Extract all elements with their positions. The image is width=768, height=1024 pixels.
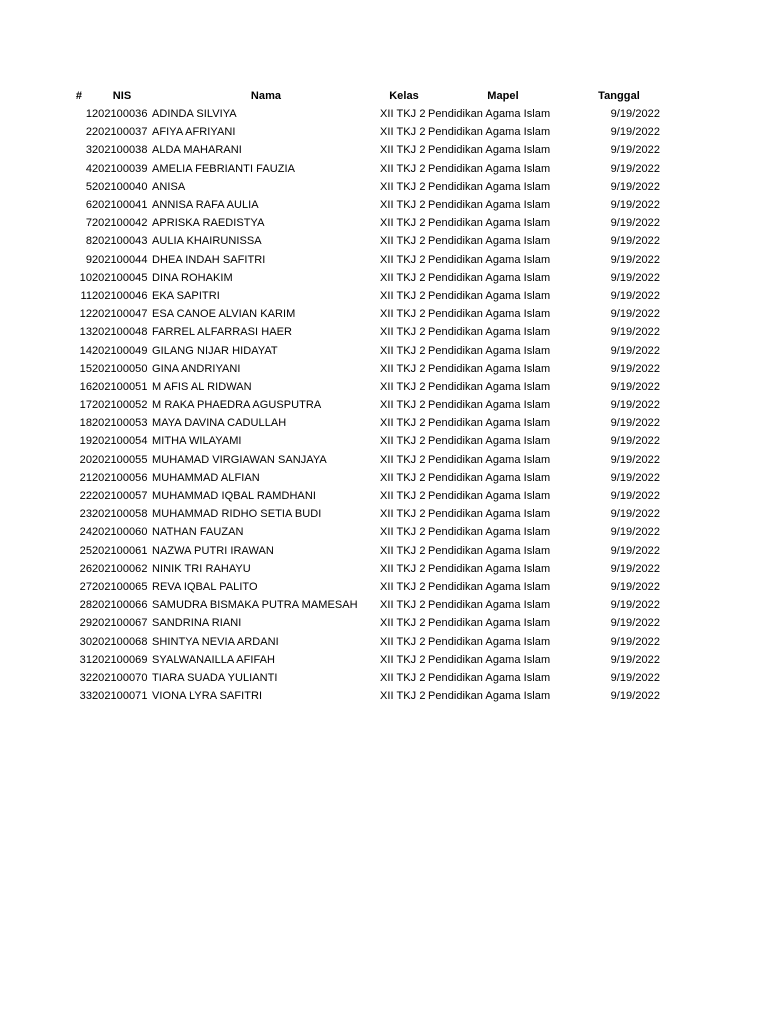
student-nis: 202100068	[92, 635, 148, 648]
class-name: XII TKJ 2	[380, 271, 426, 284]
date-value: 9/19/2022	[610, 326, 660, 339]
student-name: FARREL ALFARRASI HAER	[152, 326, 293, 339]
class-name: XII TKJ 2	[380, 508, 426, 521]
date-value: 9/19/2022	[610, 308, 660, 321]
date-value: 9/19/2022	[610, 162, 660, 175]
student-name: MUHAMMAD RIDHO SETIA BUDI	[152, 508, 322, 521]
student-name: TIARA SUADA YULIANTI	[152, 671, 278, 684]
row-number: 32	[79, 671, 92, 684]
student-name: MUHAMMAD IQBAL RAMDHANI	[152, 490, 316, 503]
student-nis: 202100047	[92, 308, 148, 321]
class-name: XII TKJ 2	[380, 399, 426, 412]
student-nis: 202100065	[92, 580, 148, 593]
class-name: XII TKJ 2	[380, 235, 426, 248]
row-number: 2	[85, 126, 92, 139]
table-row	[66, 651, 660, 669]
table-row	[66, 487, 660, 505]
subject-name: Pendidikan Agama Islam	[428, 490, 551, 503]
date-value: 9/19/2022	[610, 399, 660, 412]
class-name: XII TKJ 2	[380, 544, 426, 557]
student-nis: 202100039	[92, 162, 148, 175]
student-nis: 202100046	[92, 289, 148, 302]
table-row	[66, 578, 660, 596]
table-row	[66, 523, 660, 541]
row-number: 17	[79, 399, 92, 412]
class-name: XII TKJ 2	[380, 162, 426, 175]
row-number: 22	[79, 490, 92, 503]
subject-name: Pendidikan Agama Islam	[428, 453, 551, 466]
class-name: XII TKJ 2	[380, 126, 426, 139]
student-nis: 202100069	[92, 653, 148, 666]
attendance-table	[66, 86, 660, 705]
row-number: 12	[79, 308, 92, 321]
student-name: ADINDA SILVIYA	[152, 108, 237, 121]
date-value: 9/19/2022	[610, 580, 660, 593]
table-row	[66, 632, 660, 650]
table-row	[66, 669, 660, 687]
date-value: 9/19/2022	[610, 490, 660, 503]
row-number: 16	[79, 380, 92, 393]
student-nis: 202100056	[92, 471, 148, 484]
row-number: 29	[79, 617, 92, 630]
table-row	[66, 123, 660, 141]
header-tanggal: Tanggal	[598, 89, 640, 102]
date-value: 9/19/2022	[610, 217, 660, 230]
date-value: 9/19/2022	[610, 671, 660, 684]
subject-name: Pendidikan Agama Islam	[428, 308, 551, 321]
student-nis: 202100049	[92, 344, 148, 357]
student-nis: 202100052	[92, 399, 148, 412]
subject-name: Pendidikan Agama Islam	[428, 580, 551, 593]
class-name: XII TKJ 2	[380, 417, 426, 430]
date-value: 9/19/2022	[610, 235, 660, 248]
student-name: AFIYA AFRIYANI	[152, 126, 236, 139]
table-row	[66, 251, 660, 269]
row-number: 28	[79, 599, 92, 612]
subject-name: Pendidikan Agama Islam	[428, 253, 551, 266]
date-value: 9/19/2022	[610, 253, 660, 266]
header-nama: Nama	[250, 89, 282, 102]
row-number: 1	[85, 108, 92, 121]
row-number: 8	[85, 235, 92, 248]
date-value: 9/19/2022	[610, 599, 660, 612]
student-name: NAZWA PUTRI IRAWAN	[152, 544, 274, 557]
subject-name: Pendidikan Agama Islam	[428, 235, 551, 248]
date-value: 9/19/2022	[610, 108, 660, 121]
student-nis: 202100040	[92, 180, 148, 193]
subject-name: Pendidikan Agama Islam	[428, 344, 551, 357]
table-row	[66, 451, 660, 469]
row-number: 9	[85, 253, 92, 266]
date-value: 9/19/2022	[610, 144, 660, 157]
row-number: 31	[79, 653, 92, 666]
table-row	[66, 214, 660, 232]
class-name: XII TKJ 2	[380, 562, 426, 575]
row-number: 3	[85, 144, 92, 157]
subject-name: Pendidikan Agama Islam	[428, 199, 551, 212]
date-value: 9/19/2022	[610, 653, 660, 666]
class-name: XII TKJ 2	[380, 653, 426, 666]
row-number: 10	[79, 271, 92, 284]
student-nis: 202100071	[92, 690, 148, 703]
row-number: 26	[79, 562, 92, 575]
student-name: VIONA LYRA SAFITRI	[152, 690, 263, 703]
table-row	[66, 432, 660, 450]
subject-name: Pendidikan Agama Islam	[428, 617, 551, 630]
student-name: ANNISA RAFA AULIA	[152, 199, 259, 212]
table-row	[66, 160, 660, 178]
date-value: 9/19/2022	[610, 362, 660, 375]
student-nis: 202100060	[92, 526, 148, 539]
table-row	[66, 505, 660, 523]
subject-name: Pendidikan Agama Islam	[428, 471, 551, 484]
row-number: 14	[79, 344, 92, 357]
student-nis: 202100041	[92, 199, 148, 212]
subject-name: Pendidikan Agama Islam	[428, 635, 551, 648]
date-value: 9/19/2022	[610, 435, 660, 448]
subject-name: Pendidikan Agama Islam	[428, 217, 551, 230]
table-row	[66, 232, 660, 250]
row-number: 15	[79, 362, 92, 375]
class-name: XII TKJ 2	[380, 690, 426, 703]
table-row	[66, 396, 660, 414]
table-row	[66, 141, 660, 159]
student-name: SHINTYA NEVIA ARDANI	[152, 635, 279, 648]
table-row	[66, 378, 660, 396]
class-name: XII TKJ 2	[380, 199, 426, 212]
class-name: XII TKJ 2	[380, 671, 426, 684]
row-number: 19	[79, 435, 92, 448]
table-row	[66, 469, 660, 487]
row-number: 25	[79, 544, 92, 557]
date-value: 9/19/2022	[610, 508, 660, 521]
subject-name: Pendidikan Agama Islam	[428, 690, 551, 703]
date-value: 9/19/2022	[610, 453, 660, 466]
subject-name: Pendidikan Agama Islam	[428, 599, 551, 612]
class-name: XII TKJ 2	[380, 108, 426, 121]
class-name: XII TKJ 2	[380, 471, 426, 484]
class-name: XII TKJ 2	[380, 289, 426, 302]
header-number: #	[75, 89, 83, 102]
row-number: 13	[79, 326, 92, 339]
student-nis: 202100048	[92, 326, 148, 339]
student-name: ALDA MAHARANI	[152, 144, 242, 157]
subject-name: Pendidikan Agama Islam	[428, 380, 551, 393]
student-nis: 202100066	[92, 599, 148, 612]
student-name: DHEA INDAH SAFITRI	[152, 253, 266, 266]
table-row	[66, 596, 660, 614]
row-number: 18	[79, 417, 92, 430]
student-nis: 202100057	[92, 490, 148, 503]
table-row	[66, 323, 660, 341]
student-nis: 202100037	[92, 126, 148, 139]
student-name: ANISA	[152, 180, 186, 193]
subject-name: Pendidikan Agama Islam	[428, 526, 551, 539]
row-number: 11	[80, 289, 92, 302]
date-value: 9/19/2022	[610, 562, 660, 575]
student-name: MUHAMMAD ALFIAN	[152, 471, 260, 484]
student-nis: 202100043	[92, 235, 148, 248]
student-name: AULIA KHAIRUNISSA	[152, 235, 262, 248]
date-value: 9/19/2022	[610, 471, 660, 484]
date-value: 9/19/2022	[610, 126, 660, 139]
class-name: XII TKJ 2	[380, 617, 426, 630]
student-nis: 202100055	[92, 453, 148, 466]
row-number: 4	[85, 162, 92, 175]
student-nis: 202100036	[92, 108, 148, 121]
header-mapel: Mapel	[487, 89, 519, 102]
header-nis: NIS	[112, 89, 132, 102]
class-name: XII TKJ 2	[380, 217, 426, 230]
subject-name: Pendidikan Agama Islam	[428, 399, 551, 412]
date-value: 9/19/2022	[610, 617, 660, 630]
table-row	[66, 687, 660, 705]
student-name: NINIK TRI RAHAYU	[152, 562, 251, 575]
row-number: 24	[79, 526, 92, 539]
student-nis: 202100054	[92, 435, 148, 448]
table-row	[66, 560, 660, 578]
student-name: MUHAMAD VIRGIAWAN SANJAYA	[152, 453, 327, 466]
class-name: XII TKJ 2	[380, 453, 426, 466]
table-row	[66, 341, 660, 359]
student-name: MITHA WILAYAMI	[152, 435, 242, 448]
date-value: 9/19/2022	[610, 180, 660, 193]
table-row	[66, 305, 660, 323]
student-nis: 202100044	[92, 253, 148, 266]
date-value: 9/19/2022	[610, 380, 660, 393]
class-name: XII TKJ 2	[380, 144, 426, 157]
student-name: EKA SAPITRI	[152, 289, 220, 302]
student-name: MAYA DAVINA CADULLAH	[152, 417, 287, 430]
student-nis: 202100070	[92, 671, 148, 684]
class-name: XII TKJ 2	[380, 380, 426, 393]
subject-name: Pendidikan Agama Islam	[428, 108, 551, 121]
subject-name: Pendidikan Agama Islam	[428, 435, 551, 448]
student-nis: 202100042	[92, 217, 148, 230]
row-number: 20	[79, 453, 92, 466]
student-name: REVA IQBAL PALITO	[152, 580, 258, 593]
subject-name: Pendidikan Agama Islam	[428, 671, 551, 684]
row-number: 27	[79, 580, 92, 593]
student-nis: 202100045	[92, 271, 148, 284]
class-name: XII TKJ 2	[380, 308, 426, 321]
class-name: XII TKJ 2	[380, 326, 426, 339]
subject-name: Pendidikan Agama Islam	[428, 544, 551, 557]
class-name: XII TKJ 2	[380, 362, 426, 375]
subject-name: Pendidikan Agama Islam	[428, 417, 551, 430]
student-name: GINA ANDRIYANI	[152, 362, 241, 375]
subject-name: Pendidikan Agama Islam	[428, 362, 551, 375]
table-body	[66, 105, 660, 705]
table-row	[66, 178, 660, 196]
student-name: NATHAN FAUZAN	[152, 526, 244, 539]
subject-name: Pendidikan Agama Islam	[428, 289, 551, 302]
class-name: XII TKJ 2	[380, 180, 426, 193]
class-name: XII TKJ 2	[380, 526, 426, 539]
student-nis: 202100053	[92, 417, 148, 430]
student-nis: 202100067	[92, 617, 148, 630]
class-name: XII TKJ 2	[380, 253, 426, 266]
date-value: 9/19/2022	[610, 690, 660, 703]
table-row	[66, 269, 660, 287]
table-row	[66, 105, 660, 123]
subject-name: Pendidikan Agama Islam	[428, 162, 551, 175]
student-name: SYALWANAILLA AFIFAH	[152, 653, 276, 666]
header-kelas: Kelas	[389, 89, 419, 102]
student-nis: 202100050	[92, 362, 148, 375]
class-name: XII TKJ 2	[380, 635, 426, 648]
subject-name: Pendidikan Agama Islam	[428, 180, 551, 193]
row-number: 21	[79, 471, 92, 484]
date-value: 9/19/2022	[610, 271, 660, 284]
row-number: 6	[85, 199, 92, 212]
student-nis: 202100061	[92, 544, 148, 557]
date-value: 9/19/2022	[610, 199, 660, 212]
class-name: XII TKJ 2	[380, 580, 426, 593]
date-value: 9/19/2022	[610, 526, 660, 539]
student-name: SAMUDRA BISMAKA PUTRA MAMESAH	[152, 599, 358, 612]
student-nis: 202100051	[92, 380, 148, 393]
table-row	[66, 614, 660, 632]
row-number: 7	[85, 217, 92, 230]
student-nis: 202100038	[92, 144, 148, 157]
student-name: AMELIA FEBRIANTI FAUZIA	[152, 162, 295, 175]
table-row	[66, 196, 660, 214]
student-name: DINA ROHAKIM	[152, 271, 233, 284]
subject-name: Pendidikan Agama Islam	[428, 144, 551, 157]
row-number: 23	[79, 508, 92, 521]
table-row	[66, 360, 660, 378]
subject-name: Pendidikan Agama Islam	[428, 508, 551, 521]
date-value: 9/19/2022	[610, 289, 660, 302]
student-nis: 202100058	[92, 508, 148, 521]
student-name: ESA CANOE ALVIAN KARIM	[152, 308, 296, 321]
date-value: 9/19/2022	[610, 417, 660, 430]
date-value: 9/19/2022	[610, 544, 660, 557]
class-name: XII TKJ 2	[380, 344, 426, 357]
date-value: 9/19/2022	[610, 635, 660, 648]
subject-name: Pendidikan Agama Islam	[428, 271, 551, 284]
class-name: XII TKJ 2	[380, 490, 426, 503]
date-value: 9/19/2022	[610, 344, 660, 357]
subject-name: Pendidikan Agama Islam	[428, 126, 551, 139]
subject-name: Pendidikan Agama Islam	[428, 562, 551, 575]
student-name: GILANG NIJAR HIDAYAT	[152, 344, 278, 357]
student-name: SANDRINA RIANI	[152, 617, 242, 630]
row-number: 30	[79, 635, 92, 648]
student-name: APRISKA RAEDISTYA	[152, 217, 265, 230]
class-name: XII TKJ 2	[380, 435, 426, 448]
table-row	[66, 542, 660, 560]
student-nis: 202100062	[92, 562, 148, 575]
student-name: M AFIS AL RIDWAN	[152, 380, 252, 393]
student-name: M RAKA PHAEDRA AGUSPUTRA	[152, 399, 322, 412]
table-header-row	[66, 86, 660, 105]
table-row	[66, 287, 660, 305]
subject-name: Pendidikan Agama Islam	[428, 326, 551, 339]
row-number: 33	[79, 690, 92, 703]
row-number: 5	[85, 180, 92, 193]
subject-name: Pendidikan Agama Islam	[428, 653, 551, 666]
table-row	[66, 414, 660, 432]
class-name: XII TKJ 2	[380, 599, 426, 612]
